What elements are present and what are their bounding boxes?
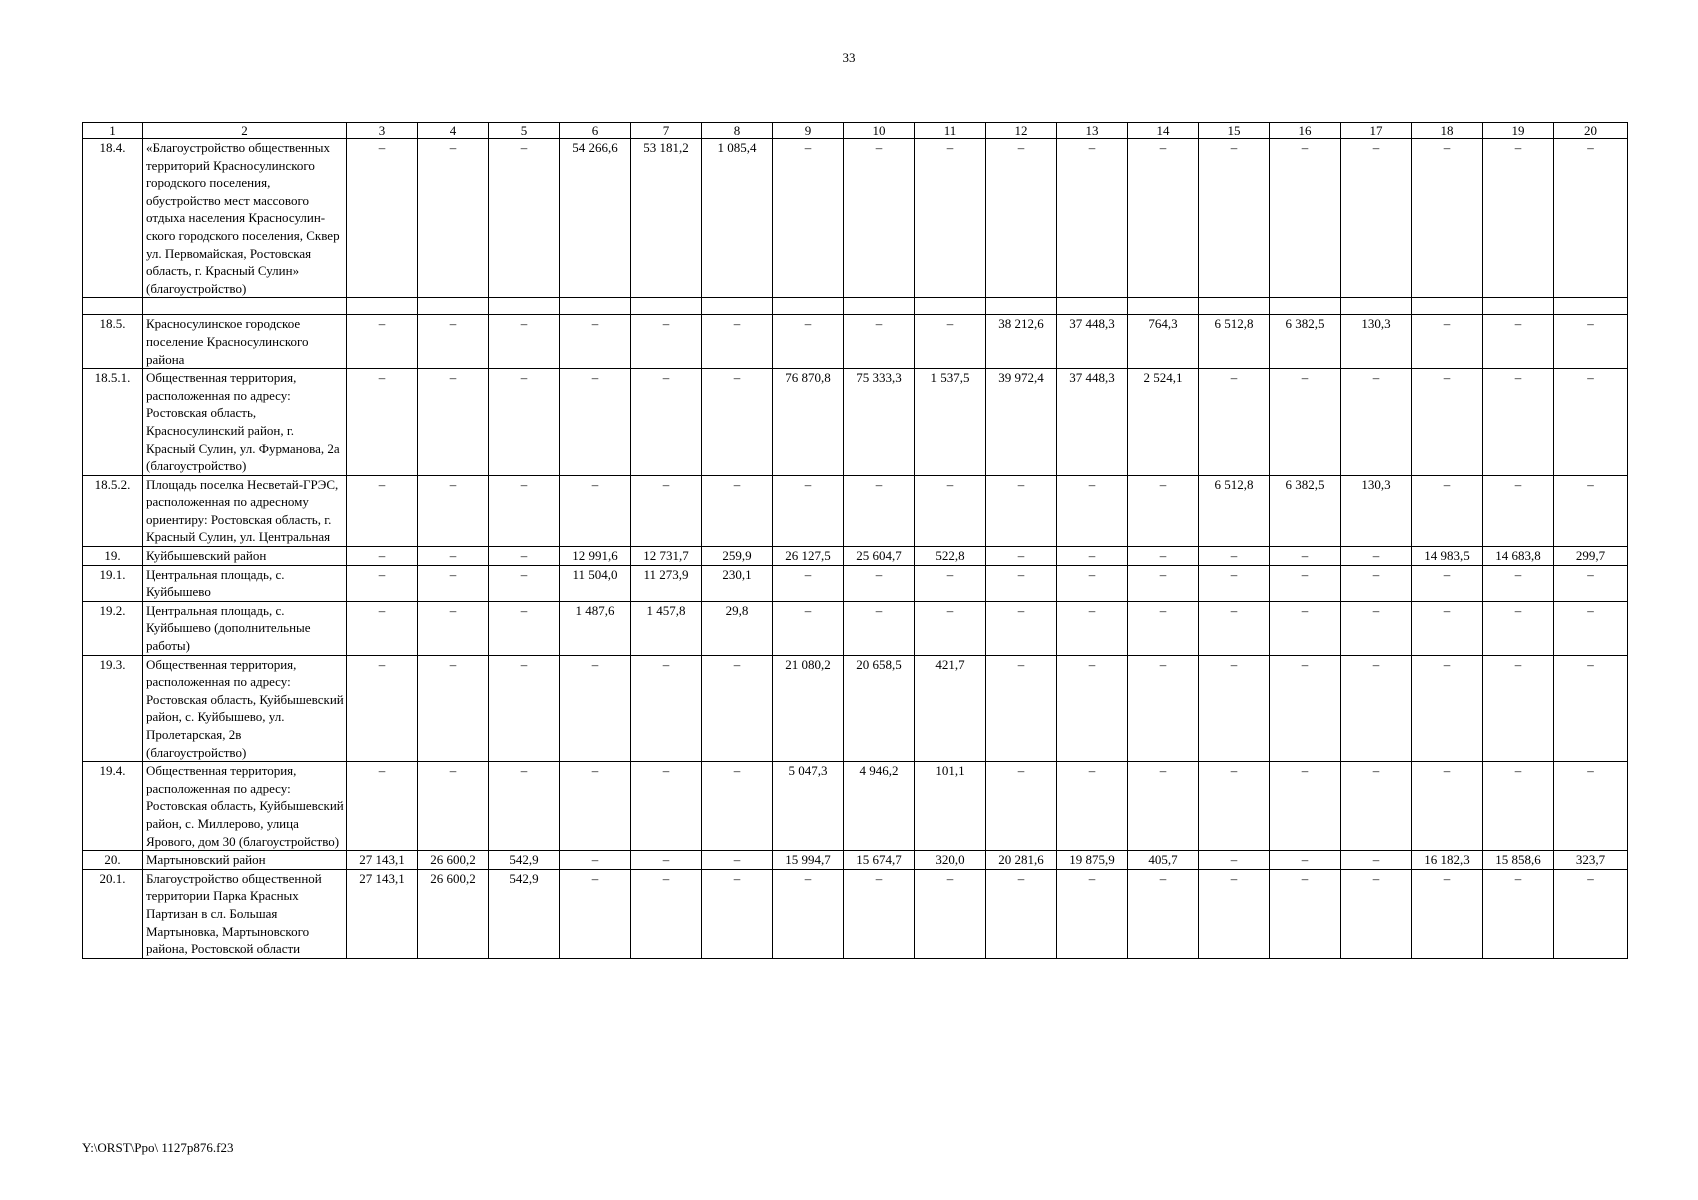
value-cell: –: [1412, 762, 1483, 851]
value-cell: –: [418, 475, 489, 546]
table-row: [83, 475, 1628, 546]
value-cell: –: [1270, 547, 1341, 566]
value-cell: –: [915, 475, 986, 546]
value-cell: 1 457,8: [631, 601, 702, 655]
value-cell: –: [1270, 869, 1341, 958]
value-cell: 26 600,2: [418, 851, 489, 870]
value-cell: –: [1412, 369, 1483, 476]
header-cell-2: 2: [143, 123, 347, 139]
value-cell: –: [560, 369, 631, 476]
value-cell: –: [1412, 655, 1483, 762]
value-cell: 5 047,3: [773, 762, 844, 851]
value-cell: –: [1341, 601, 1412, 655]
value-cell: –: [1554, 475, 1628, 546]
value-cell: 299,7: [1554, 547, 1628, 566]
value-cell: [1128, 298, 1199, 315]
value-cell: 76 870,8: [773, 369, 844, 476]
value-cell: 101,1: [915, 762, 986, 851]
value-cell: 26 600,2: [418, 869, 489, 958]
table-row: [83, 369, 1628, 476]
header-cell-8: 8: [702, 123, 773, 139]
value-cell: –: [1412, 565, 1483, 601]
value-cell: –: [773, 475, 844, 546]
value-cell: –: [560, 851, 631, 870]
value-cell: –: [1341, 547, 1412, 566]
value-cell: –: [702, 315, 773, 369]
value-cell: –: [1554, 369, 1628, 476]
value-cell: –: [489, 601, 560, 655]
value-cell: –: [489, 475, 560, 546]
value-cell: –: [1483, 565, 1554, 601]
value-cell: –: [560, 475, 631, 546]
value-cell: 542,9: [489, 851, 560, 870]
value-cell: 323,7: [1554, 851, 1628, 870]
row-number-cell: [83, 298, 143, 315]
value-cell: –: [1483, 475, 1554, 546]
value-cell: –: [986, 655, 1057, 762]
header-cell-3: 3: [347, 123, 418, 139]
value-cell: –: [915, 315, 986, 369]
footer-file-path: Y:\ORST\Ppo\ 1127p876.f23: [82, 1140, 234, 1155]
value-cell: –: [560, 655, 631, 762]
value-cell: –: [1128, 601, 1199, 655]
row-name-cell: Общественная территория, расположенная по адресу: Ростовская область, Красносулинский район, г. Красный Сулин, ул. Фурманова, 2а (благоустройство): [143, 369, 347, 476]
table-row: [83, 851, 1628, 870]
value-cell: 542,9: [489, 869, 560, 958]
value-cell: –: [347, 655, 418, 762]
value-cell: –: [1270, 565, 1341, 601]
value-cell: –: [1199, 547, 1270, 566]
value-cell: –: [1057, 869, 1128, 958]
value-cell: –: [1412, 601, 1483, 655]
value-cell: –: [347, 547, 418, 566]
value-cell: –: [418, 601, 489, 655]
value-cell: 11 273,9: [631, 565, 702, 601]
value-cell: –: [631, 762, 702, 851]
header-cell-7: 7: [631, 123, 702, 139]
value-cell: 37 448,3: [1057, 315, 1128, 369]
value-cell: 16 182,3: [1412, 851, 1483, 870]
value-cell: –: [631, 655, 702, 762]
row-name-cell: Мартыновский район: [143, 851, 347, 870]
header-cell-10: 10: [844, 123, 915, 139]
value-cell: 1 487,6: [560, 601, 631, 655]
value-cell: 19 875,9: [1057, 851, 1128, 870]
value-cell: –: [1270, 762, 1341, 851]
value-cell: 130,3: [1341, 475, 1412, 546]
value-cell: –: [1199, 139, 1270, 298]
table-header-row: [83, 123, 1628, 139]
value-cell: 1 085,4: [702, 139, 773, 298]
page-number: 33: [842, 50, 856, 65]
header-cell-18: 18: [1412, 123, 1483, 139]
value-cell: –: [418, 369, 489, 476]
value-cell: –: [915, 601, 986, 655]
row-number-cell: 18.5.: [83, 315, 143, 369]
value-cell: –: [773, 315, 844, 369]
value-cell: –: [1270, 655, 1341, 762]
value-cell: –: [1341, 869, 1412, 958]
value-cell: 764,3: [1128, 315, 1199, 369]
value-cell: –: [418, 565, 489, 601]
value-cell: 14 683,8: [1483, 547, 1554, 566]
value-cell: –: [1412, 139, 1483, 298]
value-cell: –: [844, 565, 915, 601]
table-row: [83, 762, 1628, 851]
value-cell: –: [1341, 139, 1412, 298]
value-cell: –: [986, 547, 1057, 566]
row-name-cell: Общественная территория, расположенная по адресу: Ростовская область, Куйбышевский район, с. Миллерово, улица Ярового, дом 30 (благоустройство): [143, 762, 347, 851]
value-cell: –: [702, 869, 773, 958]
value-cell: –: [489, 655, 560, 762]
row-number-cell: 19.3.: [83, 655, 143, 762]
table-row: [83, 298, 1628, 315]
value-cell: –: [1412, 475, 1483, 546]
value-cell: –: [489, 139, 560, 298]
value-cell: –: [347, 762, 418, 851]
value-cell: [560, 298, 631, 315]
value-cell: 2 524,1: [1128, 369, 1199, 476]
value-cell: –: [1128, 565, 1199, 601]
value-cell: 39 972,4: [986, 369, 1057, 476]
header-cell-9: 9: [773, 123, 844, 139]
value-cell: –: [1057, 475, 1128, 546]
header-cell-6: 6: [560, 123, 631, 139]
header-cell-12: 12: [986, 123, 1057, 139]
value-cell: –: [1341, 851, 1412, 870]
table-row: [83, 869, 1628, 958]
value-cell: –: [702, 655, 773, 762]
table-row: [83, 565, 1628, 601]
value-cell: –: [702, 762, 773, 851]
value-cell: –: [702, 369, 773, 476]
value-cell: –: [560, 869, 631, 958]
value-cell: 6 382,5: [1270, 475, 1341, 546]
value-cell: 4 946,2: [844, 762, 915, 851]
value-cell: [1554, 298, 1628, 315]
value-cell: [1483, 298, 1554, 315]
row-number-cell: 19.4.: [83, 762, 143, 851]
value-cell: [915, 298, 986, 315]
value-cell: 11 504,0: [560, 565, 631, 601]
value-cell: 6 512,8: [1199, 315, 1270, 369]
value-cell: –: [1412, 315, 1483, 369]
value-cell: –: [915, 565, 986, 601]
value-cell: 38 212,6: [986, 315, 1057, 369]
value-cell: 12 731,7: [631, 547, 702, 566]
value-cell: –: [347, 601, 418, 655]
row-number-cell: 19.2.: [83, 601, 143, 655]
value-cell: –: [1057, 601, 1128, 655]
row-name-cell: Красносулинское городское поселение Красносулинского района: [143, 315, 347, 369]
value-cell: –: [1483, 601, 1554, 655]
value-cell: –: [1412, 869, 1483, 958]
header-cell-16: 16: [1270, 123, 1341, 139]
value-cell: –: [844, 475, 915, 546]
value-cell: 6 382,5: [1270, 315, 1341, 369]
row-number-cell: 18.5.2.: [83, 475, 143, 546]
header-cell-15: 15: [1199, 123, 1270, 139]
value-cell: 20 658,5: [844, 655, 915, 762]
value-cell: –: [773, 565, 844, 601]
row-name-cell: Общественная территория, расположенная по адресу: Ростовская область, Куйбышевский район, с. Куйбышево, ул. Пролетарская, 2в (благоустройство): [143, 655, 347, 762]
value-cell: –: [1057, 655, 1128, 762]
value-cell: –: [844, 869, 915, 958]
value-cell: –: [347, 565, 418, 601]
value-cell: 15 858,6: [1483, 851, 1554, 870]
value-cell: –: [1128, 655, 1199, 762]
row-number-cell: 18.4.: [83, 139, 143, 298]
value-cell: –: [1057, 547, 1128, 566]
value-cell: –: [1270, 369, 1341, 476]
value-cell: –: [1057, 565, 1128, 601]
row-name-cell: Благоустройство общественной территории Парка Красных Партизан в сл. Большая Мартыновка, Мартыновского района, Ростовской области: [143, 869, 347, 958]
header-cell-5: 5: [489, 123, 560, 139]
value-cell: [418, 298, 489, 315]
value-cell: [631, 298, 702, 315]
table-row: [83, 655, 1628, 762]
value-cell: –: [1128, 139, 1199, 298]
value-cell: 230,1: [702, 565, 773, 601]
value-cell: –: [844, 139, 915, 298]
value-cell: [1057, 298, 1128, 315]
value-cell: 522,8: [915, 547, 986, 566]
value-cell: –: [702, 851, 773, 870]
row-number-cell: 19.: [83, 547, 143, 566]
value-cell: –: [631, 851, 702, 870]
value-cell: [1199, 298, 1270, 315]
value-cell: 15 674,7: [844, 851, 915, 870]
header-cell-4: 4: [418, 123, 489, 139]
value-cell: –: [844, 315, 915, 369]
value-cell: [773, 298, 844, 315]
value-cell: –: [1554, 315, 1628, 369]
value-cell: –: [489, 369, 560, 476]
value-cell: 75 333,3: [844, 369, 915, 476]
value-cell: –: [1128, 475, 1199, 546]
value-cell: –: [631, 869, 702, 958]
header-cell-17: 17: [1341, 123, 1412, 139]
value-cell: –: [915, 139, 986, 298]
value-cell: –: [1199, 655, 1270, 762]
value-cell: 405,7: [1128, 851, 1199, 870]
value-cell: –: [1270, 601, 1341, 655]
value-cell: –: [1128, 762, 1199, 851]
value-cell: –: [1199, 369, 1270, 476]
value-cell: –: [1270, 139, 1341, 298]
value-cell: –: [1199, 762, 1270, 851]
value-cell: –: [347, 315, 418, 369]
value-cell: 20 281,6: [986, 851, 1057, 870]
value-cell: –: [1199, 869, 1270, 958]
row-number-cell: 18.5.1.: [83, 369, 143, 476]
value-cell: –: [631, 475, 702, 546]
value-cell: 53 181,2: [631, 139, 702, 298]
value-cell: –: [489, 315, 560, 369]
value-cell: –: [1341, 655, 1412, 762]
row-name-cell: Центральная площадь, с. Куйбышево (дополнительные работы): [143, 601, 347, 655]
value-cell: 37 448,3: [1057, 369, 1128, 476]
value-cell: –: [1554, 869, 1628, 958]
value-cell: –: [773, 869, 844, 958]
value-cell: 26 127,5: [773, 547, 844, 566]
value-cell: –: [1199, 601, 1270, 655]
value-cell: –: [1483, 655, 1554, 762]
value-cell: 14 983,5: [1412, 547, 1483, 566]
value-cell: 1 537,5: [915, 369, 986, 476]
value-cell: –: [1554, 762, 1628, 851]
value-cell: –: [418, 655, 489, 762]
value-cell: 130,3: [1341, 315, 1412, 369]
table-row: [83, 315, 1628, 369]
header-cell-13: 13: [1057, 123, 1128, 139]
value-cell: 320,0: [915, 851, 986, 870]
value-cell: –: [986, 601, 1057, 655]
header-cell-1: 1: [83, 123, 143, 139]
budget-table: [82, 122, 1628, 959]
value-cell: [702, 298, 773, 315]
value-cell: –: [1057, 762, 1128, 851]
table-row: [83, 601, 1628, 655]
value-cell: –: [1554, 139, 1628, 298]
header-cell-19: 19: [1483, 123, 1554, 139]
value-cell: [986, 298, 1057, 315]
value-cell: –: [1341, 762, 1412, 851]
value-cell: –: [986, 565, 1057, 601]
value-cell: –: [1483, 315, 1554, 369]
value-cell: –: [773, 601, 844, 655]
value-cell: –: [560, 762, 631, 851]
value-cell: –: [1554, 601, 1628, 655]
value-cell: –: [1199, 851, 1270, 870]
value-cell: [844, 298, 915, 315]
value-cell: 54 266,6: [560, 139, 631, 298]
value-cell: –: [347, 369, 418, 476]
row-number-cell: 20.: [83, 851, 143, 870]
value-cell: –: [347, 139, 418, 298]
value-cell: –: [418, 139, 489, 298]
value-cell: 27 143,1: [347, 869, 418, 958]
value-cell: –: [1128, 869, 1199, 958]
value-cell: –: [631, 315, 702, 369]
value-cell: 6 512,8: [1199, 475, 1270, 546]
row-name-cell: Куйбышевский район: [143, 547, 347, 566]
header-cell-11: 11: [915, 123, 986, 139]
header-cell-20: 20: [1554, 123, 1628, 139]
row-number-cell: 20.1.: [83, 869, 143, 958]
value-cell: 259,9: [702, 547, 773, 566]
value-cell: –: [1483, 369, 1554, 476]
value-cell: –: [702, 475, 773, 546]
value-cell: –: [418, 315, 489, 369]
value-cell: –: [1057, 139, 1128, 298]
value-cell: –: [631, 369, 702, 476]
value-cell: [489, 298, 560, 315]
value-cell: –: [347, 475, 418, 546]
value-cell: [1341, 298, 1412, 315]
value-cell: –: [844, 601, 915, 655]
row-name-cell: «Благоустройство общественных территорий Красносулинского городского поселения, обустройство мест массового отдыха населения Красносулин-ского городского поселения, Сквер ул. Первомайская, Ростовская область, г. Красный Сулин» (благоустройство): [143, 139, 347, 298]
value-cell: –: [986, 475, 1057, 546]
value-cell: –: [418, 762, 489, 851]
value-cell: –: [1199, 565, 1270, 601]
table-row: [83, 139, 1628, 298]
value-cell: –: [1270, 851, 1341, 870]
value-cell: –: [489, 565, 560, 601]
value-cell: [1412, 298, 1483, 315]
value-cell: –: [986, 762, 1057, 851]
value-cell: –: [986, 869, 1057, 958]
value-cell: 421,7: [915, 655, 986, 762]
value-cell: [347, 298, 418, 315]
row-number-cell: 19.1.: [83, 565, 143, 601]
row-name-cell: [143, 298, 347, 315]
value-cell: –: [489, 762, 560, 851]
value-cell: –: [1554, 565, 1628, 601]
row-name-cell: Центральная площадь, с. Куйбышево: [143, 565, 347, 601]
value-cell: –: [1554, 655, 1628, 762]
value-cell: –: [986, 139, 1057, 298]
value-cell: –: [1483, 869, 1554, 958]
value-cell: 15 994,7: [773, 851, 844, 870]
table-row: [83, 547, 1628, 566]
value-cell: –: [560, 315, 631, 369]
value-cell: –: [418, 547, 489, 566]
header-cell-14: 14: [1128, 123, 1199, 139]
value-cell: –: [489, 547, 560, 566]
value-cell: –: [773, 139, 844, 298]
value-cell: –: [1341, 369, 1412, 476]
row-name-cell: Площадь поселка Несветай-ГРЭС, расположенная по адресному ориентиру: Ростовская область, г. Красный Сулин, ул. Центральная: [143, 475, 347, 546]
value-cell: –: [1483, 762, 1554, 851]
value-cell: 21 080,2: [773, 655, 844, 762]
value-cell: 29,8: [702, 601, 773, 655]
value-cell: 27 143,1: [347, 851, 418, 870]
value-cell: [1270, 298, 1341, 315]
value-cell: 12 991,6: [560, 547, 631, 566]
value-cell: –: [1483, 139, 1554, 298]
value-cell: –: [1128, 547, 1199, 566]
value-cell: –: [1341, 565, 1412, 601]
budget-table-wrapper: [82, 122, 1622, 959]
value-cell: 25 604,7: [844, 547, 915, 566]
value-cell: –: [915, 869, 986, 958]
table-body: [83, 139, 1628, 959]
